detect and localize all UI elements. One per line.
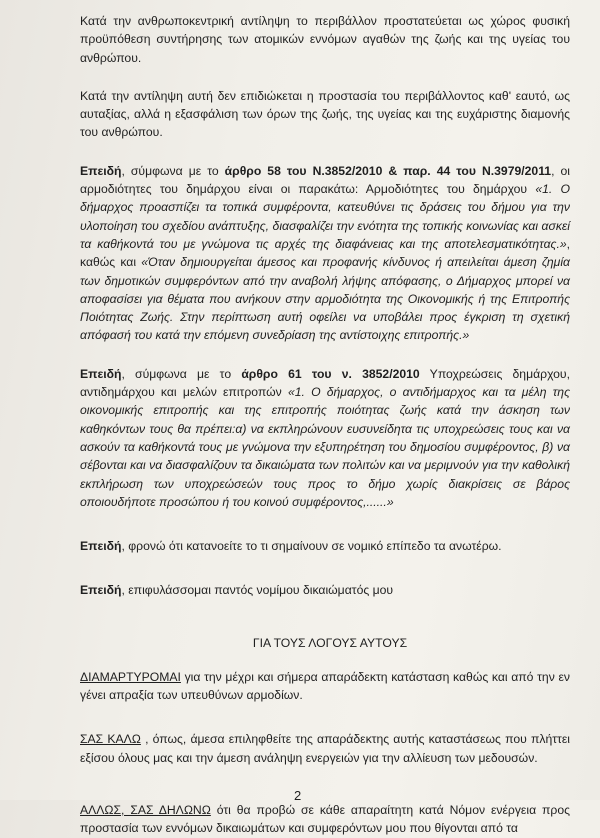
paragraph-understanding: Επειδή, φρονώ ότι κατανοείτε το τι σημαίνουν σε νομικό επίπεδο τα ανωτέρω. (80, 539, 502, 554)
quoted-law-text: «Όταν δημιουργείται άμεσος και προφανής κίνδυνος ή απειλείται άμεση ζημία των δημοτικών συμφερόντων από την αναβολή λήψης απόφασης, ο Δήμαρχος μπορεί να αποφασίσει για θέματα που ανήκουν στην αρμοδιότητα της Οικονομικής ή της Επιτροπής Ποιότητας Ζωής. Στην περίπτωση αυτή οφείλει να υποβάλει προς έγκριση τη σχετική απόφασή του κατά την επόμενη συνεδρίαση της αντίστοιχης επιτροπής.» (80, 255, 570, 343)
paragraph-article-61: Επειδή, σύμφωνα με το άρθρο 61 του ν. 3852/2010 Υποχρεώσεις δημάρχου, αντιδημάρχου και μελών επιτροπών «1. Ο δήμαρχος, ο αντιδήμαρχος και τα μέλη της οικονομικής επιτροπής και της επιτροπής ποιότητας ζωής κατά την άσκηση των καθηκόντων τους θα πρέπει:α) να εκπληρώνουν ευσυνείδητα τις υποχρεώσεις τους και να ασκούν τα καθήκοντά τους με γνώμονα την εξυπηρέτηση του δημοσίου συμφέροντος, β) να σέβονται και να διασφαλίζουν τα δικαιώματα των πολιτών και να μεριμνούν για την καθολική εκπλήρωση των υποχρεώσεών τους προς το δήμο χωρίς διακρίσεις σε βάρος οποιουδήποτε προσώπου ή του κοινού συμφέροντος,......» (80, 366, 570, 509)
page-number: 2 (294, 788, 302, 803)
document-body (80, 12, 570, 838)
paragraph-declaration: ΑΛΛΩΣ, ΣΑΣ ΔΗΛΩΝΩ ότι θα προβώ σε κάθε απαραίτητη κατά Νόμον ενέργεια προς προστασία των εννόμων δικαιωμάτων και συμφερόντων μου που θίγονται από τα (80, 802, 571, 836)
declaration-label: ΑΛΛΩΣ, ΣΑΣ ΔΗΛΩΝΩ (80, 802, 211, 817)
call-label: ΣΑΣ ΚΑΛΩ (80, 732, 141, 747)
paragraph-anthropocentric: Κατά την ανθρωποκεντρική αντίληψη το περιβάλλον προστατεύεται ως χώρος φυσική προϋπόθεση συντήρησης των ατομικών εννόμων αγαθών της ζωής και της υγείας του ανθρώπου. (80, 14, 570, 65)
paragraph-perception: Κατά την αντίληψη αυτή δεν επιδιώκεται η προστασία του περιβάλλοντος καθ' εαυτό, ως αυταξίας, αλλά η εξασφάλιση των όρων της ζωής, της υγείας και της ευχάριστης διαμονής του ανθρώπου. (80, 88, 570, 140)
since-label: Επειδή (80, 583, 122, 598)
since-label: Επειδή (80, 163, 122, 178)
paragraph-call: ΣΑΣ ΚΑΛΩ , όπως, άμεσα επιληφθείτε της απαράδεκτης αυτής καταστάσεως που πλήττει εξίσου όλους μας και την άμεση ανάληψη ενεργειών για την αλλίευση των μεδουσών. (80, 732, 570, 765)
quoted-law-text: «1. Ο δήμαρχος, ο αντιδήμαρχος και τα μέλη της οικονομικής επιτροπής και της επιτροπής ποιότητας ζωής κατά την άσκηση των καθηκόντων τους θα πρέπει:α) να εκπληρώνουν ευσυνείδητα τις υποχρεώσεις τους και να ασκούν τα καθήκοντά τους με γνώμονα την εξυπηρέτηση του δημοσίου συμφέροντος, β) να σέβονται και να διασφαλίζουν τα δικαιώματα των πολιτών και να μεριμνούν για την καθολική εκπλήρωση των υποχρεώσεών τους προς το δήμο χωρίς διακρίσεις σε βάρος οποιουδήποτε προσώπου ή του κοινού συμφέροντος,......» (80, 385, 570, 509)
protest-label: ΔΙΑΜΑΡΤΥΡΟΜΑΙ (80, 669, 181, 684)
since-label: Επειδή (80, 366, 122, 381)
paragraph-article-58: Επειδή, σύμφωνα με το άρθρο 58 του Ν.3852/2010 & παρ. 44 του Ν.3979/2011, οι αρμοδιότητες του δημάρχου είναι οι παρακάτω: Αρμοδιότητες του δημάρχου «1. Ο δήμαρχος προασπίζει τα τοπικά συμφέροντα, κατευθύνει τις δράσεις του δήμου για την υλοποίηση του σχεδίου ανάπτυξης, διασφαλίζει την ενότητα της τοπικής κοινωνίας και ασκεί τα καθήκοντά του με γνώμονα τις αρχές της διαφάνειας και της αποτελεσματικότητας.», καθώς και «Όταν δημιουργείται άμεσος και προφανής κίνδυνος ή απειλείται άμεση ζημία των δημοτικών συμφερόντων από την αναβολή λήψης απόφασης, ο Δήμαρχος μπορεί να αποφασίσει για θέματα που ανήκουν στην αρμοδιότητα της Οικονομικής ή της Επιτροπής Ποιότητας Ζωής. Στην περίπτωση αυτή οφείλει να υποβάλει προς έγκριση τη σχετική απόφασή του κατά την επόμενη συνεδρίαση της αντίστοιχης επιτροπής.» (80, 163, 571, 343)
law-reference: άρθρο 61 του ν. 3852/2010 (241, 366, 420, 381)
paragraph-reservation: Επειδή, επιφυλάσσομαι παντός νομίμου δικαιώματός μου (80, 583, 394, 598)
law-reference: άρθρο 58 του Ν.3852/2010 & παρ. 44 του Ν.3979/2011 (224, 163, 552, 178)
since-label: Επειδή (80, 539, 122, 554)
quoted-law-text: «1. Ο δήμαρχος προασπίζει τα τοπικά συμφέροντα, κατευθύνει τις δράσεις του δήμου για την υλοποίηση του σχεδίου ανάπτυξης, διασφαλίζει την ενότητα της τοπικής κοινωνίας και ασκεί τα καθήκοντά του με γνώμονα τις αρχές της διαφάνειας και της αποτελεσματικότητας.» (80, 182, 571, 251)
section-heading: ΓΙΑ ΤΟΥΣ ΛΟΓΟΥΣ ΑΥΤΟΥΣ (252, 635, 408, 650)
paragraph-protest: ΔΙΑΜΑΡΤΥΡΟΜΑΙ για την μέχρι και σήμερα απαράδεκτη κατάσταση καθώς και από την εν γένει απραξία των υπευθύνων αρμοδίων. (80, 669, 570, 703)
